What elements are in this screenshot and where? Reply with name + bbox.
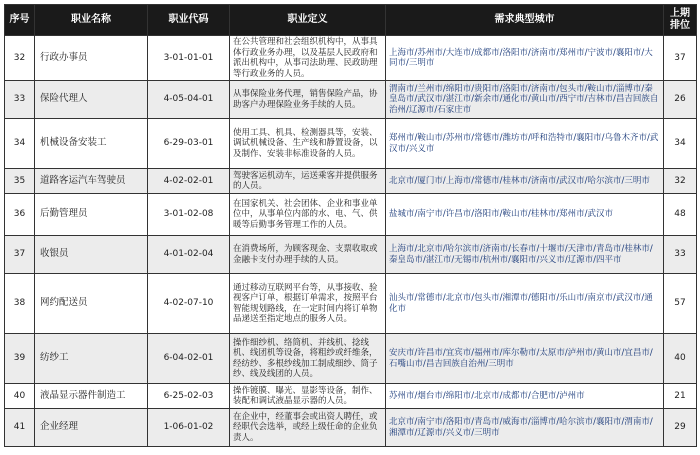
row-last-rank: 21 [664,384,697,409]
table-row [5,409,697,447]
row-last-rank: 40 [664,334,697,384]
header-last-rank: 上期排位 [664,5,697,36]
row-cities: 安庆市/许昌市/宜宾市/福州市/库尔勒市/太原市/泸州市/黄山市/宜昌市/石嘴山市/昌吉回族自治州/三明市 [386,334,664,384]
table-header-row [5,5,697,36]
table-row [5,274,697,334]
row-no: 39 [5,334,35,384]
row-cities: 渭南市/兰州市/绵阳市/贵阳市/洛阳市/济南市/包头市/鞍山市/淄博市/秦皇岛市/武汉市/湛江市/新余市/通化市/黄山市/西宁市/吉林市/昌吉回族自治州/辽源市/石家庄市 [386,81,664,119]
row-definition: 通过移动互联网平台等，从事接收、验视客户订单，根据订单需求，按照平台智能规划路线，在一定时间内将订单物品递送至指定地点的服务人员。 [230,274,386,334]
header-cities: 需求典型城市 [386,5,664,36]
occupation-table-container [4,4,696,447]
row-no: 41 [5,409,35,447]
row-no: 38 [5,274,35,334]
row-last-rank: 26 [664,81,697,119]
row-name: 收银员 [35,236,148,274]
row-name: 企业经理 [35,409,148,447]
header-definition: 职业定义 [230,5,386,36]
row-name: 机械设备安装工 [35,119,148,169]
row-name: 行政办事员 [35,36,148,81]
row-name: 网约配送员 [35,274,148,334]
row-no: 33 [5,81,35,119]
row-name: 道路客运汽车驾驶员 [35,169,148,194]
row-last-rank: 33 [664,236,697,274]
row-no: 34 [5,119,35,169]
row-cities: 北京市/南宁市/洛阳市/青岛市/威海市/淄博市/哈尔滨市/襄阳市/渭南市/湘潭市/辽源市/兴义市/三明市 [386,409,664,447]
row-last-rank: 32 [664,169,697,194]
row-code: 6-04-02-01 [148,334,230,384]
row-code: 3-01-01-01 [148,36,230,81]
row-code: 4-05-04-01 [148,81,230,119]
row-last-rank: 48 [664,194,697,236]
row-last-rank: 29 [664,409,697,447]
row-cities: 北京市/厦门市/上海市/常德市/桂林市/济南市/武汉市/哈尔滨市/三明市 [386,169,664,194]
row-definition: 从事保险业务代理，销售保险产品，协助客户办理保险业务手续的人员。 [230,81,386,119]
row-no: 40 [5,384,35,409]
row-cities: 上海市/苏州市/大连市/成都市/洛阳市/济南市/郑州市/宁波市/襄阳市/大同市/三明市 [386,36,664,81]
table-row [5,119,697,169]
occupation-table [4,4,697,447]
row-definition: 操作细纱机、络筒机、并线机、捻线机、线团机等设备，将粗纱或纤维条，经纺纱、多根纱线加工制成细纱、筒子纱、线及线团的人员。 [230,334,386,384]
table-row [5,334,697,384]
row-definition: 在国家机关、社会团体、企业和事业单位中，从事单位内部的水、电、气、供暖等后勤事务管理工作的人员。 [230,194,386,236]
row-definition: 操作镀膜、曝光、显影等设备，制作、装配和调试液晶显示器的人员。 [230,384,386,409]
row-no: 37 [5,236,35,274]
row-cities: 郑州市/鞍山市/苏州市/常德市/潍坊市/呼和浩特市/襄阳市/乌鲁木齐市/武汉市/兴义市 [386,119,664,169]
row-definition: 在企业中，经董事会或出资人聘任，或经职代会选举，或经上级任命的企业负责人。 [230,409,386,447]
row-cities: 上海市/北京市/哈尔滨市/济南市/长春市/十堰市/天津市/青岛市/桂林市/秦皇岛市/湛江市/无锡市/杭州市/襄阳市/兴义市/辽源市/四平市 [386,236,664,274]
row-cities: 盐城市/南宁市/许昌市/洛阳市/鞍山市/桂林市/郑州市/武汉市 [386,194,664,236]
row-cities: 汕头市/常德市/北京市/包头市/湘潭市/德阳市/乐山市/南京市/武汉市/通化市 [386,274,664,334]
row-definition: 使用工具、机具、检测器具等，安装、调试机械设备、生产线和静置设备，以及制作、安装非标准设备的人员。 [230,119,386,169]
row-definition: 驾驶客运机动车，运送乘客并提供服务的人员。 [230,169,386,194]
row-code: 1-06-01-02 [148,409,230,447]
row-definition: 在公共管理和社会组织机构中，从事具体行政业务办理，以及基层人民政府和派出机构中，从事司法助理、民政助理等行政业务的人员。 [230,36,386,81]
row-last-rank: 57 [664,274,697,334]
row-name: 保险代理人 [35,81,148,119]
row-definition: 在消费场所，为顾客现金、支票收取或金融卡支付办理手续的人员。 [230,236,386,274]
row-no: 35 [5,169,35,194]
row-code: 4-02-07-10 [148,274,230,334]
header-no: 序号 [5,5,35,36]
row-last-rank: 37 [664,36,697,81]
row-code: 6-29-03-01 [148,119,230,169]
row-last-rank: 34 [664,119,697,169]
row-name: 纺纱工 [35,334,148,384]
row-code: 4-01-02-04 [148,236,230,274]
header-code: 职业代码 [148,5,230,36]
header-name: 职业名称 [35,5,148,36]
table-row [5,36,697,81]
row-name: 液晶显示器件制造工 [35,384,148,409]
row-name: 后勤管理员 [35,194,148,236]
row-code: 3-01-02-08 [148,194,230,236]
row-code: 4-02-02-01 [148,169,230,194]
table-row [5,384,697,409]
table-row [5,236,697,274]
table-row [5,81,697,119]
row-no: 36 [5,194,35,236]
row-code: 6-25-02-03 [148,384,230,409]
table-row [5,169,697,194]
row-cities: 苏州市/烟台市/绵阳市/北京市/成都市/合肥市/泸州市 [386,384,664,409]
table-row [5,194,697,236]
row-no: 32 [5,36,35,81]
